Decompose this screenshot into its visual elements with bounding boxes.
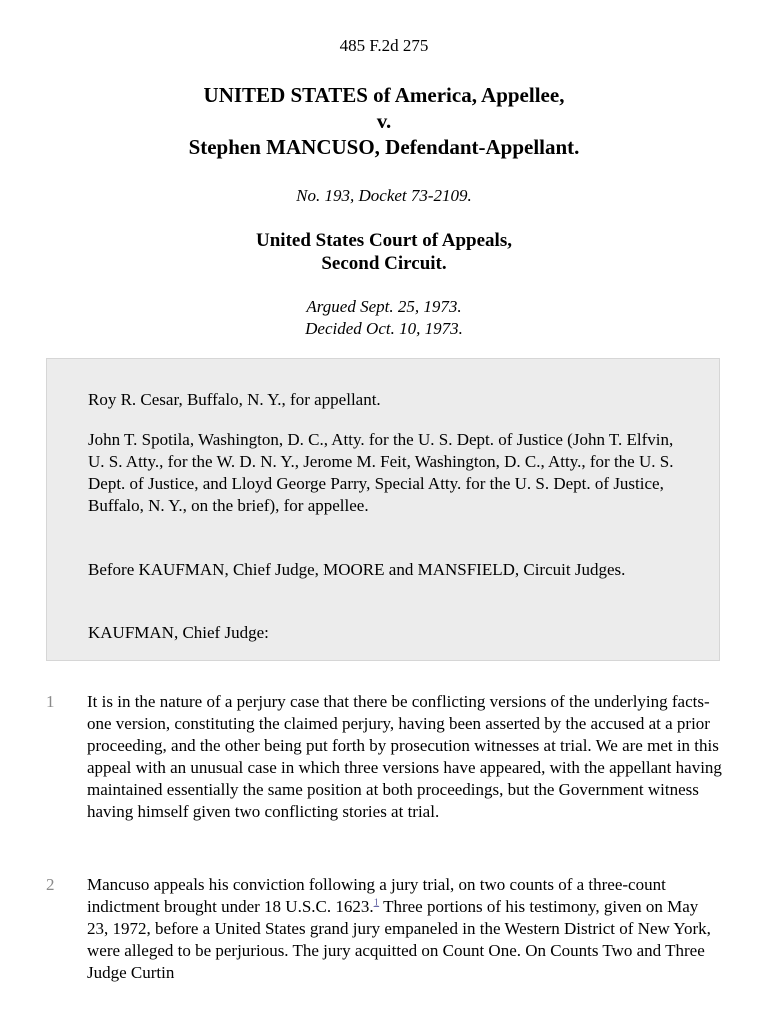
opinion-author: KAUFMAN, Chief Judge: [88, 623, 269, 642]
paragraph-text [87, 874, 723, 984]
counsel-box [46, 358, 720, 661]
caption-versus: v. [376, 109, 392, 133]
argued-date: Argued Sept. 25, 1973. [306, 297, 462, 316]
judicial-panel: Before KAUFMAN, Chief Judge, MOORE and MANSFIELD, Circuit Judges. [88, 560, 626, 579]
caption-appellee: UNITED STATES of America, Appellee, [203, 83, 565, 107]
appellee-counsel: John T. Spotila, Washington, D. C., Atty. for the U. S. Dept. of Justice (John T. Elfvin, U. S. Atty., for the W. D. N. Y., Jerome M. Feit, Washington, D. C., Atty., for the U. S. Dept. of Justice, and Lloyd George Parry, Special Atty. for the U. S. Dept. of Justice, Buffalo, N. Y., on the brief), for appellee. [88, 430, 674, 515]
case-citation: 485 F.2d 275 [339, 36, 429, 55]
appellant-counsel: Roy R. Cesar, Buffalo, N. Y., for appellant. [88, 390, 381, 409]
case-caption [0, 82, 768, 160]
docket-number: No. 193, Docket 73-2109. [296, 186, 472, 205]
court-name-line2: Second Circuit. [321, 253, 447, 274]
paragraph-number: 1 [46, 692, 55, 711]
decided-date: Decided Oct. 10, 1973. [305, 319, 463, 338]
caption-appellant: Stephen MANCUSO, Defendant-Appellant. [188, 135, 580, 159]
court-name-line1: United States Court of Appeals, [256, 230, 512, 251]
paragraph-text-part: Three portions of his testimony, given on May 23, 1972, before a United States grand jury empaneled in the Western District of New York, were alleged to be perjurious. The jury acquitted on Count One. On Counts Two and Three Judge Curtin [87, 897, 711, 982]
court-name [0, 229, 768, 275]
case-dates [0, 296, 768, 340]
paragraph-number: 2 [46, 875, 55, 894]
footnote-link[interactable]: 1 [373, 896, 380, 909]
paragraph-text: It is in the nature of a perjury case that there be conflicting versions of the underlying facts-one version, constituting the claimed perjury, having been asserted by the accused at a prior proceeding, and the other being put forth by prosecution witnesses at trial. We are met in this appeal with an unusual case in which three versions have appeared, with the appellant having maintained essentially the same position at both proceedings, but the Government witness having himself given two conflicting stories at trial. [87, 692, 722, 821]
paragraph-text-part: Mancuso appeals his conviction following a jury trial, on two counts of a three-count indictment brought under 18 U.S.C. 1623. [87, 875, 666, 916]
